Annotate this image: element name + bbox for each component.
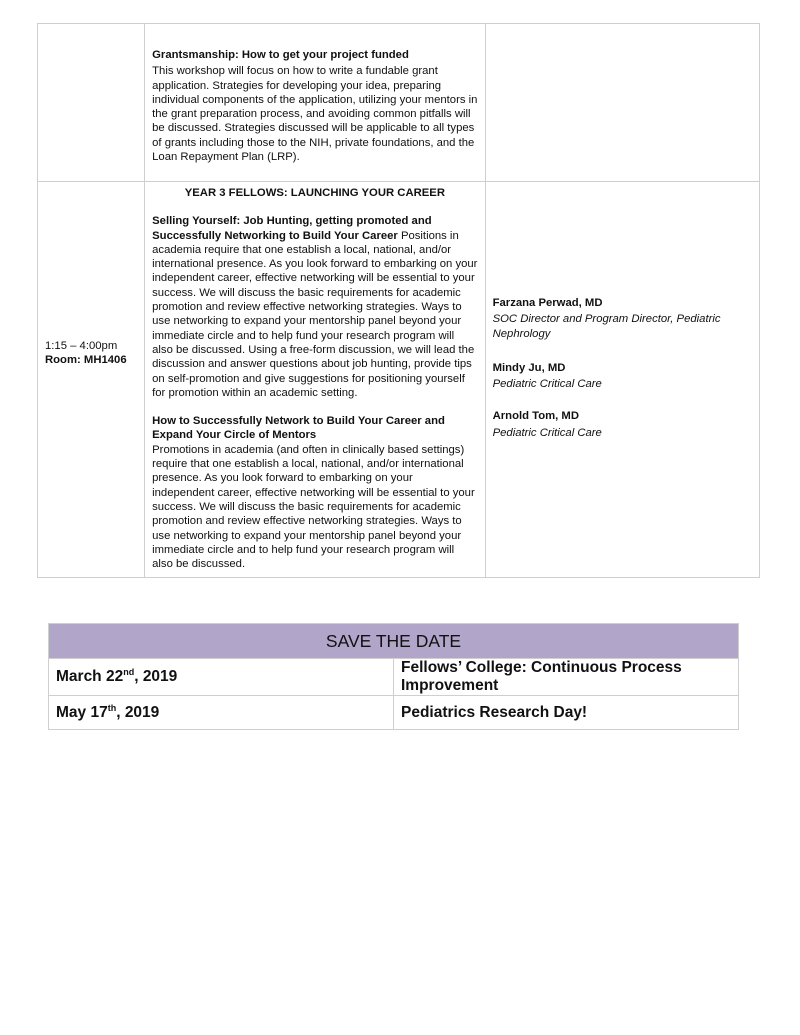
- session1: [152, 214, 477, 400]
- speaker: [493, 296, 752, 341]
- session-time: 1:15 – 4:00pm: [45, 340, 118, 352]
- event-row: [49, 659, 739, 696]
- session-room: Room: MH1406: [45, 354, 127, 367]
- save-the-date-header: SAVE THE DATE: [49, 624, 739, 659]
- session-cell: [145, 24, 485, 182]
- event-title: Fellows’ College: Continuous Process Improvement: [394, 659, 739, 696]
- workshop-description: This workshop will focus on how to write a fundable grant application. Strategies for developing your idea, preparing individual components of the application, utilizing your mentors in the grant preparation process, and avoiding common pitfalls will be discussed. Strategies discussed will be applicable to all types of grants including those to the NIH, private foundations, and the Loan Repayment Plan (LRP).: [152, 65, 478, 164]
- speaker: [493, 409, 752, 440]
- year3-heading: YEAR 3 FELLOWS: LAUNCHING YOUR CAREER: [184, 187, 445, 199]
- session2-description: Promotions in academia (and often in clinically based settings) require that one establish a local, national, and/or international presence. As you look forward to embarking on your independent career, effective networking will be essential to your success. We will discuss the basic requirements for academic promotion and review effective networking strategies. Ways to use networking to expand your mentorship panel beyond your immediate circle and to help fund your research program will also be discussed.: [152, 443, 475, 571]
- schedule-table: [37, 23, 760, 578]
- event-date: May 17th, 2019: [49, 696, 394, 730]
- event-date: March 22nd, 2019: [49, 659, 394, 696]
- save-the-date-table: [48, 623, 739, 730]
- speaker-role: SOC Director and Program Director, Pediatric Nephrology: [492, 313, 721, 340]
- speaker-name: Farzana Perwad, MD: [492, 297, 603, 309]
- workshop-title: Grantsmanship: How to get your project funded: [152, 49, 409, 61]
- schedule-row-year3: [38, 182, 760, 578]
- session1-description: Positions in academia require that one establish a local, national, and/or international presence. As you look forward to embarking on your independent career, effective networking will be essential to your success. We will discuss the basic requirements for academic promotion and review effective networking strategies. Ways to use networking to expand your mentorship panel beyond your immediate circle and to help fund your research program will also be discussed. Using a free-form discussion, we will lead the discussion and answer questions about job hunting, provide tips on self-promotion and give suggestions for positioning yourself for promotion within an academic setting.: [152, 229, 478, 399]
- speaker-cell: [485, 182, 759, 578]
- speaker: [493, 361, 752, 392]
- schedule-row-grantsmanship: [38, 24, 760, 182]
- speaker-role: Pediatric Critical Care: [492, 378, 602, 391]
- speaker-role: Pediatric Critical Care: [492, 426, 602, 439]
- session-cell: [145, 182, 485, 578]
- session1-title: Selling Yourself: Job Hunting, getting promoted and Successfully Networking to Build Your Career: [152, 215, 432, 242]
- time-cell: [38, 182, 145, 578]
- event-title: Pediatrics Research Day!: [394, 696, 739, 730]
- session2-title: How to Successfully Network to Build Your Career and Expand Your Circle of Mentors: [152, 415, 445, 442]
- speaker-cell: [485, 24, 759, 182]
- event-row: [49, 696, 739, 730]
- speaker-name: Arnold Tom, MD: [492, 410, 579, 423]
- time-cell: [38, 24, 145, 182]
- speaker-name: Mindy Ju, MD: [492, 361, 566, 374]
